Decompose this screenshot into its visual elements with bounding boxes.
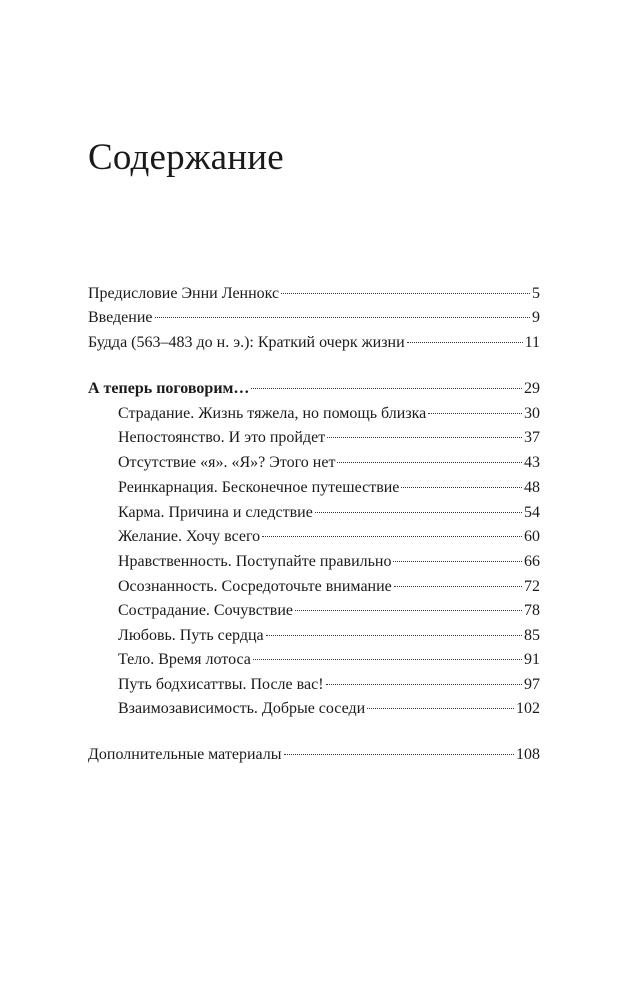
toc-entry-label: Будда (563–483 до н. э.): Краткий очерк жизни [88,334,405,351]
toc-entry-page: 30 [524,405,540,422]
toc-entry [118,625,540,647]
toc-entry [88,332,540,354]
dot-leader [251,388,522,389]
dot-leader [337,462,522,463]
toc-entry [88,283,540,305]
toc-entry [118,477,540,499]
toc-entry [88,744,540,766]
dot-leader [428,413,522,414]
toc-entry-label: Предисловие Энни Леннокс [88,285,280,302]
toc-entry-page: 9 [532,309,540,326]
toc-entry [88,378,540,400]
toc-entry-label: Желание. Хочу всего [118,528,261,545]
toc-entry [118,674,540,696]
toc-entry-label: Сострадание. Сочувствие [118,602,294,619]
toc-entry [118,551,540,573]
toc-entry-page: 43 [524,454,540,471]
toc-entry [118,427,540,449]
dot-leader [394,586,522,587]
toc-entry-page: 5 [532,285,540,302]
toc-entry [118,576,540,598]
dot-leader [315,512,522,513]
toc-entry-label: Введение [88,309,153,326]
toc-entry-page: 54 [524,504,540,521]
toc-entry-label: Взаимозависимость. Добрые соседи [118,700,366,717]
toc-entry-label: Тело. Время лотоса [118,651,251,668]
toc-entry [118,600,540,622]
page-title: Содержание [88,137,284,178]
dot-leader [266,635,522,636]
toc-entry-label: Любовь. Путь сердца [118,627,264,644]
toc-entry-label: Непостоянство. И это пройдет [118,429,326,446]
toc-entry-label: Дополнительные материалы [88,746,282,763]
dot-leader [407,342,523,343]
toc-entry-page: 85 [524,627,540,644]
toc-entry-page: 91 [524,651,540,668]
dot-leader [367,708,514,709]
dot-leader [284,754,515,755]
toc-entry-page: 48 [524,479,540,496]
toc-entry [118,403,540,425]
dot-leader [281,293,530,294]
toc-entry-label: Нравственность. Поступайте правильно [118,553,392,570]
toc-entry-label: Отсутствие «я». «Я»? Этого нет [118,454,336,471]
toc-entry-page: 72 [524,578,540,595]
toc-entry-page: 102 [516,700,540,717]
toc-entry-page: 60 [524,528,540,545]
dot-leader [262,536,522,537]
toc-entry [118,502,540,524]
dot-leader [155,317,531,318]
toc-entry-label: А теперь поговорим… [88,380,250,397]
dot-leader [253,659,522,660]
toc-entry-page: 108 [516,746,540,763]
toc-entry-page: 97 [524,676,540,693]
toc-entry-page: 78 [524,602,540,619]
toc-entry [118,452,540,474]
dot-leader [393,561,522,562]
toc-entry [88,307,540,329]
toc-entry-label: Осознанность. Сосредоточьте внимание [118,578,392,595]
dot-leader [401,487,522,488]
toc-entry [118,698,540,720]
toc-entry-page: 37 [524,429,540,446]
toc-entry-label: Карма. Причина и следствие [118,504,313,521]
toc-entry-label: Путь бодхисаттвы. После вас! [118,676,324,693]
toc-entry-page: 29 [524,380,540,397]
toc-entry-label: Страдание. Жизнь тяжела, но помощь близка [118,405,427,422]
dot-leader [327,437,522,438]
toc-entry-page: 11 [524,334,540,351]
toc-entry-label: Реинкарнация. Бесконечное путешествие [118,479,400,496]
toc-entry [118,649,540,671]
dot-leader [295,610,522,611]
dot-leader [326,684,522,685]
toc-entry [118,526,540,548]
toc-entry-page: 66 [524,553,540,570]
